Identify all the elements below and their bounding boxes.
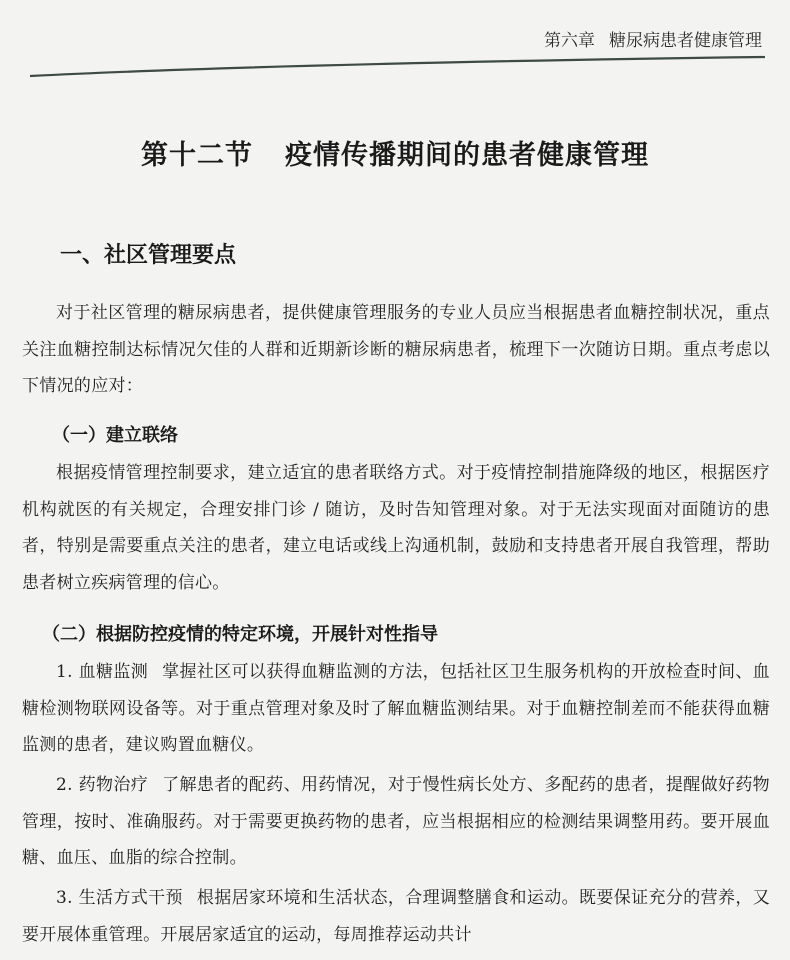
item-blood-glucose-monitoring (22, 654, 770, 764)
section-number: 第十二节 (141, 140, 253, 171)
chapter-label: 第六章 (544, 31, 595, 51)
item-term: 2. 药物治疗 (56, 775, 149, 795)
header-rule (30, 54, 765, 78)
item-term: 3. 生活方式干预 (56, 888, 183, 908)
intro-paragraph: 对于社区管理的糖尿病患者，提供健康管理服务的专业人员应当根据患者血糖控制状况，重点关注血糖控制达标情况欠佳的人群和近期新诊断的糖尿病患者，梳理下一次随访日期。重点考虑以下情况的应对： (22, 303, 770, 396)
subheading-guidance: （二）根据防控疫情的特定环境，开展针对性指导 (42, 624, 438, 645)
running-head-text (544, 26, 762, 51)
running-head (0, 14, 790, 74)
section-title (0, 133, 790, 172)
section-heading: 疫情传播期间的患者健康管理 (285, 140, 649, 171)
contact-paragraph: 根据疫情管理控制要求，建立适宜的患者联络方式。对于疫情控制措施降级的地区，根据医疗机构就医的有关规定，合理安排门诊 / 随访，及时告知管理对象。对于无法实现面对面随访的患者，特别是需要重点关注的患者，建立电话或线上沟通机制，鼓励和支持患者开展自我管理，帮助患者树立疾病管理的信心。 (22, 463, 770, 593)
item-text: 根据居家环境和生活状态，合理调整膳食和运动。既要保证充分的营养，又要开展体重管理。开展居家适宜的运动，每周推荐运动共计 (22, 888, 770, 945)
item-term: 1. 血糖监测 (56, 662, 149, 682)
item-drug-therapy (22, 767, 770, 877)
chapter-title: 糖尿病患者健康管理 (609, 31, 762, 51)
item-text: 了解患者的配药、用药情况，对于慢性病长处方、多配药的患者，提醒做好药物管理，按时、准确服药。对于需要更换药物的患者，应当根据相应的检测结果调整用药。要开展血糖、血压、血脂的综合控制。 (22, 775, 770, 868)
item-lifestyle-intervention (22, 880, 770, 953)
subheading-contact: （一）建立联络 (52, 425, 178, 446)
heading-community-management: 一、社区管理要点 (60, 243, 237, 268)
item-text: 掌握社区可以获得血糖监测的方法，包括社区卫生服务机构的开放检查时间、血糖检测物联网设备等。对于重点管理对象及时了解血糖监测结果。对于血糖控制差而不能获得血糖监测的患者，建议购置血糖仪。 (22, 662, 770, 755)
